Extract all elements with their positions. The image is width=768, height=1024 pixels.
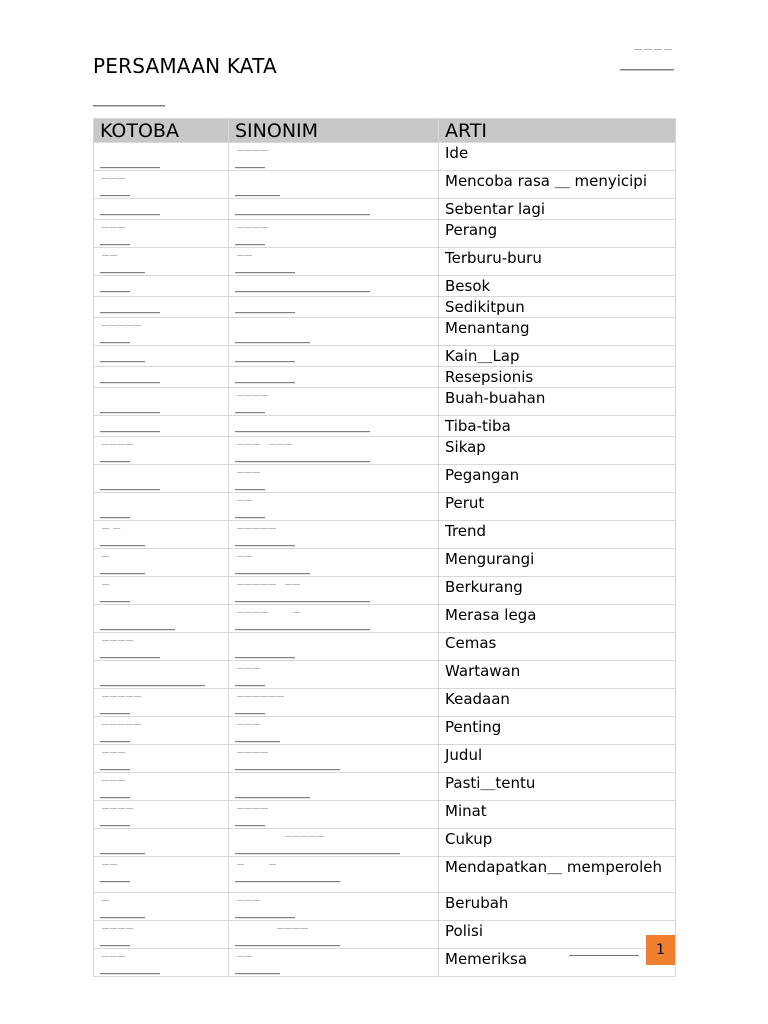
cell-kotoba xyxy=(94,633,229,661)
cell-sinonim xyxy=(229,689,439,717)
table-row xyxy=(94,276,676,297)
kotoba-text: ＿＿＿＿ xyxy=(100,416,161,434)
arti-text: Sebentar lagi xyxy=(445,200,546,218)
kotoba-ruby: ＿＿＿＿ xyxy=(102,438,134,446)
sinonim-text: ＿＿＿＿ xyxy=(235,530,296,548)
sinonim-text: ＿＿＿＿＿＿＿＿＿ xyxy=(235,614,371,632)
arti-text: Perut xyxy=(445,494,485,512)
sinonim-text: ＿＿ xyxy=(235,152,266,170)
table-row xyxy=(94,465,676,493)
kotoba-text: ＿＿ xyxy=(100,276,131,294)
cell-arti xyxy=(439,388,676,416)
table-row xyxy=(94,577,676,605)
cell-arti xyxy=(439,521,676,549)
arti-text: Tiba-tiba xyxy=(445,417,511,435)
cell-arti xyxy=(439,577,676,605)
cell-kotoba xyxy=(94,893,229,921)
cell-kotoba xyxy=(94,689,229,717)
cell-sinonim xyxy=(229,199,439,220)
kotoba-text: ＿＿ xyxy=(100,754,131,772)
sinonim-ruby: ＿＿＿＿ xyxy=(237,746,269,754)
column-header-arti: ARTI xyxy=(439,119,676,143)
table-header-row xyxy=(94,119,676,143)
sinonim-text: ＿＿ xyxy=(235,698,266,716)
cell-kotoba xyxy=(94,318,229,346)
kotoba-text: ＿＿ xyxy=(100,810,131,828)
sinonim-ruby: ＿＿＿＿ xyxy=(237,144,269,152)
kotoba-text: ＿＿＿＿ xyxy=(100,199,161,217)
column-header-sinonim: SINONIM xyxy=(229,119,439,143)
sinonim-ruby: ＿＿＿＿ xyxy=(237,221,269,229)
kotoba-text: ＿＿ xyxy=(100,866,131,884)
sinonim-text: ＿＿＿＿ xyxy=(235,642,296,660)
cell-arti xyxy=(439,549,676,577)
cell-kotoba xyxy=(94,549,229,577)
cell-kotoba xyxy=(94,921,229,949)
cell-kotoba xyxy=(94,829,229,857)
arti-text: Memeriksa xyxy=(445,950,528,968)
header-right-text: ＿＿＿ xyxy=(620,52,674,73)
cell-sinonim xyxy=(229,605,439,633)
cell-sinonim xyxy=(229,367,439,388)
sinonim-text: ＿＿ xyxy=(235,670,266,688)
table-row xyxy=(94,199,676,220)
sinonim-text: ＿＿ xyxy=(235,502,266,520)
cell-arti xyxy=(439,633,676,661)
cell-arti xyxy=(439,367,676,388)
cell-arti xyxy=(439,346,676,367)
arti-text: Minat xyxy=(445,802,487,820)
arti-text: Polisi xyxy=(445,922,484,940)
cell-sinonim xyxy=(229,717,439,745)
sinonim-ruby: ＿＿ xyxy=(237,950,253,958)
cell-arti xyxy=(439,829,676,857)
arti-text: Buah-buahan xyxy=(445,389,546,407)
arti-text: Ide xyxy=(445,144,469,162)
sinonim-ruby: ＿ ＿ xyxy=(237,858,277,866)
sinonim-ruby: ＿＿ xyxy=(237,249,253,257)
kotoba-text: ＿＿＿ xyxy=(100,902,146,920)
kotoba-text: ＿＿＿＿ xyxy=(100,397,161,415)
table-row xyxy=(94,416,676,437)
table-row xyxy=(94,367,676,388)
cell-sinonim xyxy=(229,829,439,857)
cell-sinonim xyxy=(229,437,439,465)
table-row xyxy=(94,493,676,521)
kotoba-text: ＿＿＿ xyxy=(100,346,146,364)
table-row xyxy=(94,318,676,346)
cell-arti xyxy=(439,801,676,829)
column-header-kotoba: KOTOBA xyxy=(94,119,229,143)
sinonim-text: ＿＿＿＿＿＿＿ xyxy=(235,866,341,884)
table-row xyxy=(94,437,676,465)
table-row xyxy=(94,633,676,661)
kotoba-text: ＿＿＿＿＿ xyxy=(100,614,176,632)
kotoba-ruby: ＿＿＿＿＿ xyxy=(102,690,142,698)
arti-text: Cukup xyxy=(445,830,493,848)
arti-text: Judul xyxy=(445,746,483,764)
cell-arti xyxy=(439,893,676,921)
kotoba-ruby: ＿＿＿＿ xyxy=(102,922,134,930)
cell-arti xyxy=(439,661,676,689)
footer-label: ＿＿＿＿＿ xyxy=(569,942,639,958)
arti-text: Penting xyxy=(445,718,502,736)
sinonim-ruby: ＿＿＿＿＿ ＿＿ xyxy=(237,578,301,586)
cell-arti xyxy=(439,143,676,171)
kotoba-text: ＿＿＿ xyxy=(100,257,146,275)
kotoba-text: ＿＿＿＿ xyxy=(100,367,161,385)
arti-text: Besok xyxy=(445,277,491,295)
kotoba-text: ＿＿ xyxy=(100,327,131,345)
page-subtitle: ＿＿＿＿ xyxy=(93,88,165,109)
cell-sinonim xyxy=(229,893,439,921)
cell-kotoba xyxy=(94,248,229,276)
kotoba-text: ＿＿＿ xyxy=(100,530,146,548)
kotoba-text: ＿＿＿＿ xyxy=(100,152,161,170)
kotoba-ruby: ＿＿＿ xyxy=(102,950,126,958)
kotoba-text: ＿＿ xyxy=(100,782,131,800)
arti-text: Pasti＿tentu xyxy=(445,774,536,792)
sinonim-text: ＿＿＿＿＿＿＿＿＿ xyxy=(235,416,371,434)
arti-text: Pegangan xyxy=(445,466,520,484)
cell-sinonim xyxy=(229,297,439,318)
header-right-block xyxy=(620,42,674,74)
cell-kotoba xyxy=(94,171,229,199)
cell-kotoba xyxy=(94,437,229,465)
cell-kotoba xyxy=(94,276,229,297)
sinonim-text: ＿＿＿ xyxy=(235,726,281,744)
table-row xyxy=(94,717,676,745)
cell-sinonim xyxy=(229,171,439,199)
cell-arti xyxy=(439,773,676,801)
cell-arti xyxy=(439,689,676,717)
table-row xyxy=(94,388,676,416)
table-row xyxy=(94,521,676,549)
kotoba-text: ＿＿ xyxy=(100,698,131,716)
cell-kotoba xyxy=(94,521,229,549)
table-row xyxy=(94,857,676,893)
cell-kotoba xyxy=(94,367,229,388)
sinonim-ruby: ＿＿＿ xyxy=(237,894,261,902)
arti-text: Berkurang xyxy=(445,578,523,596)
cell-arti xyxy=(439,717,676,745)
cell-kotoba xyxy=(94,857,229,893)
cell-kotoba xyxy=(94,949,229,977)
sinonim-text: ＿＿＿＿＿＿＿ xyxy=(235,930,341,948)
kotoba-text: ＿＿ xyxy=(100,180,131,198)
cell-sinonim xyxy=(229,661,439,689)
cell-sinonim xyxy=(229,949,439,977)
sinonim-text: ＿＿＿＿ xyxy=(235,346,296,364)
cell-sinonim xyxy=(229,745,439,773)
arti-text: Merasa lega xyxy=(445,606,537,624)
sinonim-ruby: ＿＿＿＿＿ xyxy=(237,830,325,838)
cell-sinonim xyxy=(229,773,439,801)
cell-kotoba xyxy=(94,143,229,171)
cell-sinonim xyxy=(229,388,439,416)
cell-sinonim xyxy=(229,521,439,549)
kotoba-ruby: ＿＿＿＿＿ xyxy=(102,319,142,327)
cell-kotoba xyxy=(94,717,229,745)
arti-text: Berubah xyxy=(445,894,509,912)
cell-kotoba xyxy=(94,465,229,493)
sinonim-ruby: ＿＿＿＿＿ xyxy=(237,522,277,530)
sinonim-text: ＿＿ xyxy=(235,229,266,247)
table-row xyxy=(94,171,676,199)
cell-arti xyxy=(439,416,676,437)
sinonim-text: ＿＿＿＿ xyxy=(235,902,296,920)
kotoba-text: ＿＿ xyxy=(100,446,131,464)
cell-kotoba xyxy=(94,661,229,689)
cell-kotoba xyxy=(94,493,229,521)
arti-text: Kain＿Lap xyxy=(445,347,520,365)
cell-arti xyxy=(439,949,676,977)
table-row xyxy=(94,549,676,577)
cell-arti xyxy=(439,318,676,346)
sinonim-ruby: ＿＿＿ xyxy=(237,662,261,670)
arti-text: Trend xyxy=(445,522,487,540)
cell-arti xyxy=(439,297,676,318)
table-row xyxy=(94,248,676,276)
kotoba-text: ＿＿＿ xyxy=(100,838,146,856)
sinonim-text: ＿＿＿＿＿ xyxy=(235,558,311,576)
kotoba-text: ＿＿ xyxy=(100,930,131,948)
sinonim-ruby: ＿＿ xyxy=(237,550,253,558)
table-row xyxy=(94,220,676,248)
cell-arti xyxy=(439,857,676,893)
header-right-ruby: ＿＿＿＿ xyxy=(634,42,674,51)
cell-kotoba xyxy=(94,745,229,773)
arti-text: Mengurangi xyxy=(445,550,535,568)
kotoba-ruby: ＿＿＿ xyxy=(102,746,126,754)
arti-text: Menantang xyxy=(445,319,530,337)
table-row xyxy=(94,346,676,367)
kotoba-text: ＿＿ xyxy=(100,586,131,604)
cell-sinonim xyxy=(229,857,439,893)
page-number-badge: 1 xyxy=(646,935,675,965)
kotoba-ruby: ＿ xyxy=(102,550,110,558)
cell-arti xyxy=(439,248,676,276)
kotoba-ruby: ＿ xyxy=(102,894,110,902)
kotoba-ruby: ＿＿＿ xyxy=(102,774,126,782)
table-row xyxy=(94,893,676,921)
arti-text: Terburu-buru xyxy=(445,249,542,267)
cell-kotoba xyxy=(94,801,229,829)
cell-kotoba xyxy=(94,388,229,416)
cell-arti xyxy=(439,605,676,633)
cell-kotoba xyxy=(94,220,229,248)
kotoba-text: ＿＿ xyxy=(100,229,131,247)
cell-sinonim xyxy=(229,248,439,276)
kotoba-ruby: ＿＿＿ xyxy=(102,172,126,180)
table-row xyxy=(94,143,676,171)
cell-kotoba xyxy=(94,346,229,367)
cell-sinonim xyxy=(229,416,439,437)
cell-kotoba xyxy=(94,416,229,437)
sinonim-text: ＿＿＿＿＿＿＿＿＿ xyxy=(235,199,371,217)
arti-text: Cemas xyxy=(445,634,497,652)
cell-arti xyxy=(439,921,676,949)
table-row xyxy=(94,689,676,717)
sinonim-ruby: ＿＿＿ ＿＿＿ xyxy=(237,438,293,446)
sinonim-ruby: ＿＿＿＿ xyxy=(237,802,269,810)
cell-arti xyxy=(439,171,676,199)
sinonim-ruby: ＿＿ xyxy=(237,494,253,502)
kotoba-text: ＿＿ xyxy=(100,726,131,744)
cell-sinonim xyxy=(229,220,439,248)
sinonim-text: ＿＿＿＿＿＿＿＿＿ xyxy=(235,446,371,464)
cell-kotoba xyxy=(94,297,229,318)
kotoba-ruby: ＿ xyxy=(102,578,110,586)
sinonim-text: ＿＿＿ xyxy=(235,180,281,198)
cell-arti xyxy=(439,465,676,493)
kotoba-text: ＿＿ xyxy=(100,502,131,520)
cell-sinonim xyxy=(229,633,439,661)
arti-text: Mendapatkan＿ memperoleh xyxy=(445,858,662,876)
arti-text: Keadaan xyxy=(445,690,510,708)
sinonim-ruby: ＿＿＿ xyxy=(237,718,261,726)
table-row xyxy=(94,297,676,318)
cell-kotoba xyxy=(94,605,229,633)
cell-sinonim xyxy=(229,465,439,493)
cell-kotoba xyxy=(94,199,229,220)
kotoba-ruby: ＿＿＿ xyxy=(102,221,126,229)
cell-sinonim xyxy=(229,318,439,346)
sinonim-text: ＿＿＿ xyxy=(235,958,281,976)
kotoba-text: ＿＿＿＿ xyxy=(100,958,161,976)
sinonim-ruby: ＿＿＿＿＿＿ xyxy=(237,690,285,698)
sinonim-text: ＿＿ xyxy=(235,810,266,828)
kotoba-ruby: ＿＿＿＿ xyxy=(102,634,134,642)
cell-arti xyxy=(439,220,676,248)
sinonim-ruby: ＿＿＿ xyxy=(237,466,261,474)
sinonim-text: ＿＿＿＿＿＿＿＿＿＿＿ xyxy=(235,838,401,856)
arti-text: Resepsionis xyxy=(445,368,534,386)
table-row xyxy=(94,605,676,633)
table-row xyxy=(94,773,676,801)
kotoba-ruby: ＿＿ xyxy=(102,249,118,257)
sinonim-text: ＿＿＿＿＿＿＿ xyxy=(235,754,341,772)
arti-text: Sedikitpun xyxy=(445,298,525,316)
arti-text: Wartawan xyxy=(445,662,521,680)
cell-arti xyxy=(439,493,676,521)
sinonim-text: ＿＿＿＿＿ xyxy=(235,782,311,800)
kotoba-text: ＿＿＿＿ xyxy=(100,642,161,660)
cell-arti xyxy=(439,745,676,773)
cell-sinonim xyxy=(229,276,439,297)
cell-arti xyxy=(439,276,676,297)
kotoba-ruby: ＿＿＿＿＿ xyxy=(102,718,142,726)
cell-sinonim xyxy=(229,801,439,829)
sinonim-ruby: ＿＿＿＿ xyxy=(237,389,269,397)
cell-sinonim xyxy=(229,346,439,367)
table-row xyxy=(94,801,676,829)
sinonim-text: ＿＿ xyxy=(235,474,266,492)
cell-kotoba xyxy=(94,577,229,605)
sinonim-ruby: ＿＿＿＿ ＿ xyxy=(237,606,301,614)
table-body xyxy=(94,143,676,977)
kotoba-ruby: ＿＿ xyxy=(102,858,118,866)
table-row xyxy=(94,661,676,689)
sinonim-ruby: ＿＿＿＿ xyxy=(237,922,309,930)
sinonim-text: ＿＿ xyxy=(235,397,266,415)
kotoba-text: ＿＿＿＿ xyxy=(100,474,161,492)
cell-kotoba xyxy=(94,773,229,801)
sinonim-text: ＿＿＿＿＿ xyxy=(235,327,311,345)
page-title: PERSAMAAN KATA xyxy=(93,54,277,78)
arti-text: Mencoba rasa ＿ menyicipi xyxy=(445,172,647,190)
table-row xyxy=(94,829,676,857)
sinonim-text: ＿＿＿＿＿＿＿＿＿ xyxy=(235,586,371,604)
cell-sinonim xyxy=(229,143,439,171)
kotoba-ruby: ＿＿＿＿ xyxy=(102,802,134,810)
cell-sinonim xyxy=(229,493,439,521)
cell-sinonim xyxy=(229,577,439,605)
sinonim-text: ＿＿＿＿ xyxy=(235,257,296,275)
cell-sinonim xyxy=(229,921,439,949)
sinonim-text: ＿＿＿＿＿＿＿＿＿ xyxy=(235,276,371,294)
kotoba-text: ＿＿＿＿ xyxy=(100,297,161,315)
kotoba-ruby: ＿ ＿ xyxy=(102,522,122,530)
cell-arti xyxy=(439,437,676,465)
sinonim-text: ＿＿＿＿ xyxy=(235,367,296,385)
arti-text: Sikap xyxy=(445,438,486,456)
cell-sinonim xyxy=(229,549,439,577)
sinonim-text: ＿＿＿＿ xyxy=(235,297,296,315)
table-row xyxy=(94,745,676,773)
kotoba-text: ＿＿＿ xyxy=(100,558,146,576)
arti-text: Perang xyxy=(445,221,498,239)
cell-arti xyxy=(439,199,676,220)
kotoba-text: ＿＿＿＿＿＿＿ xyxy=(100,670,206,688)
vocabulary-table xyxy=(93,118,676,977)
